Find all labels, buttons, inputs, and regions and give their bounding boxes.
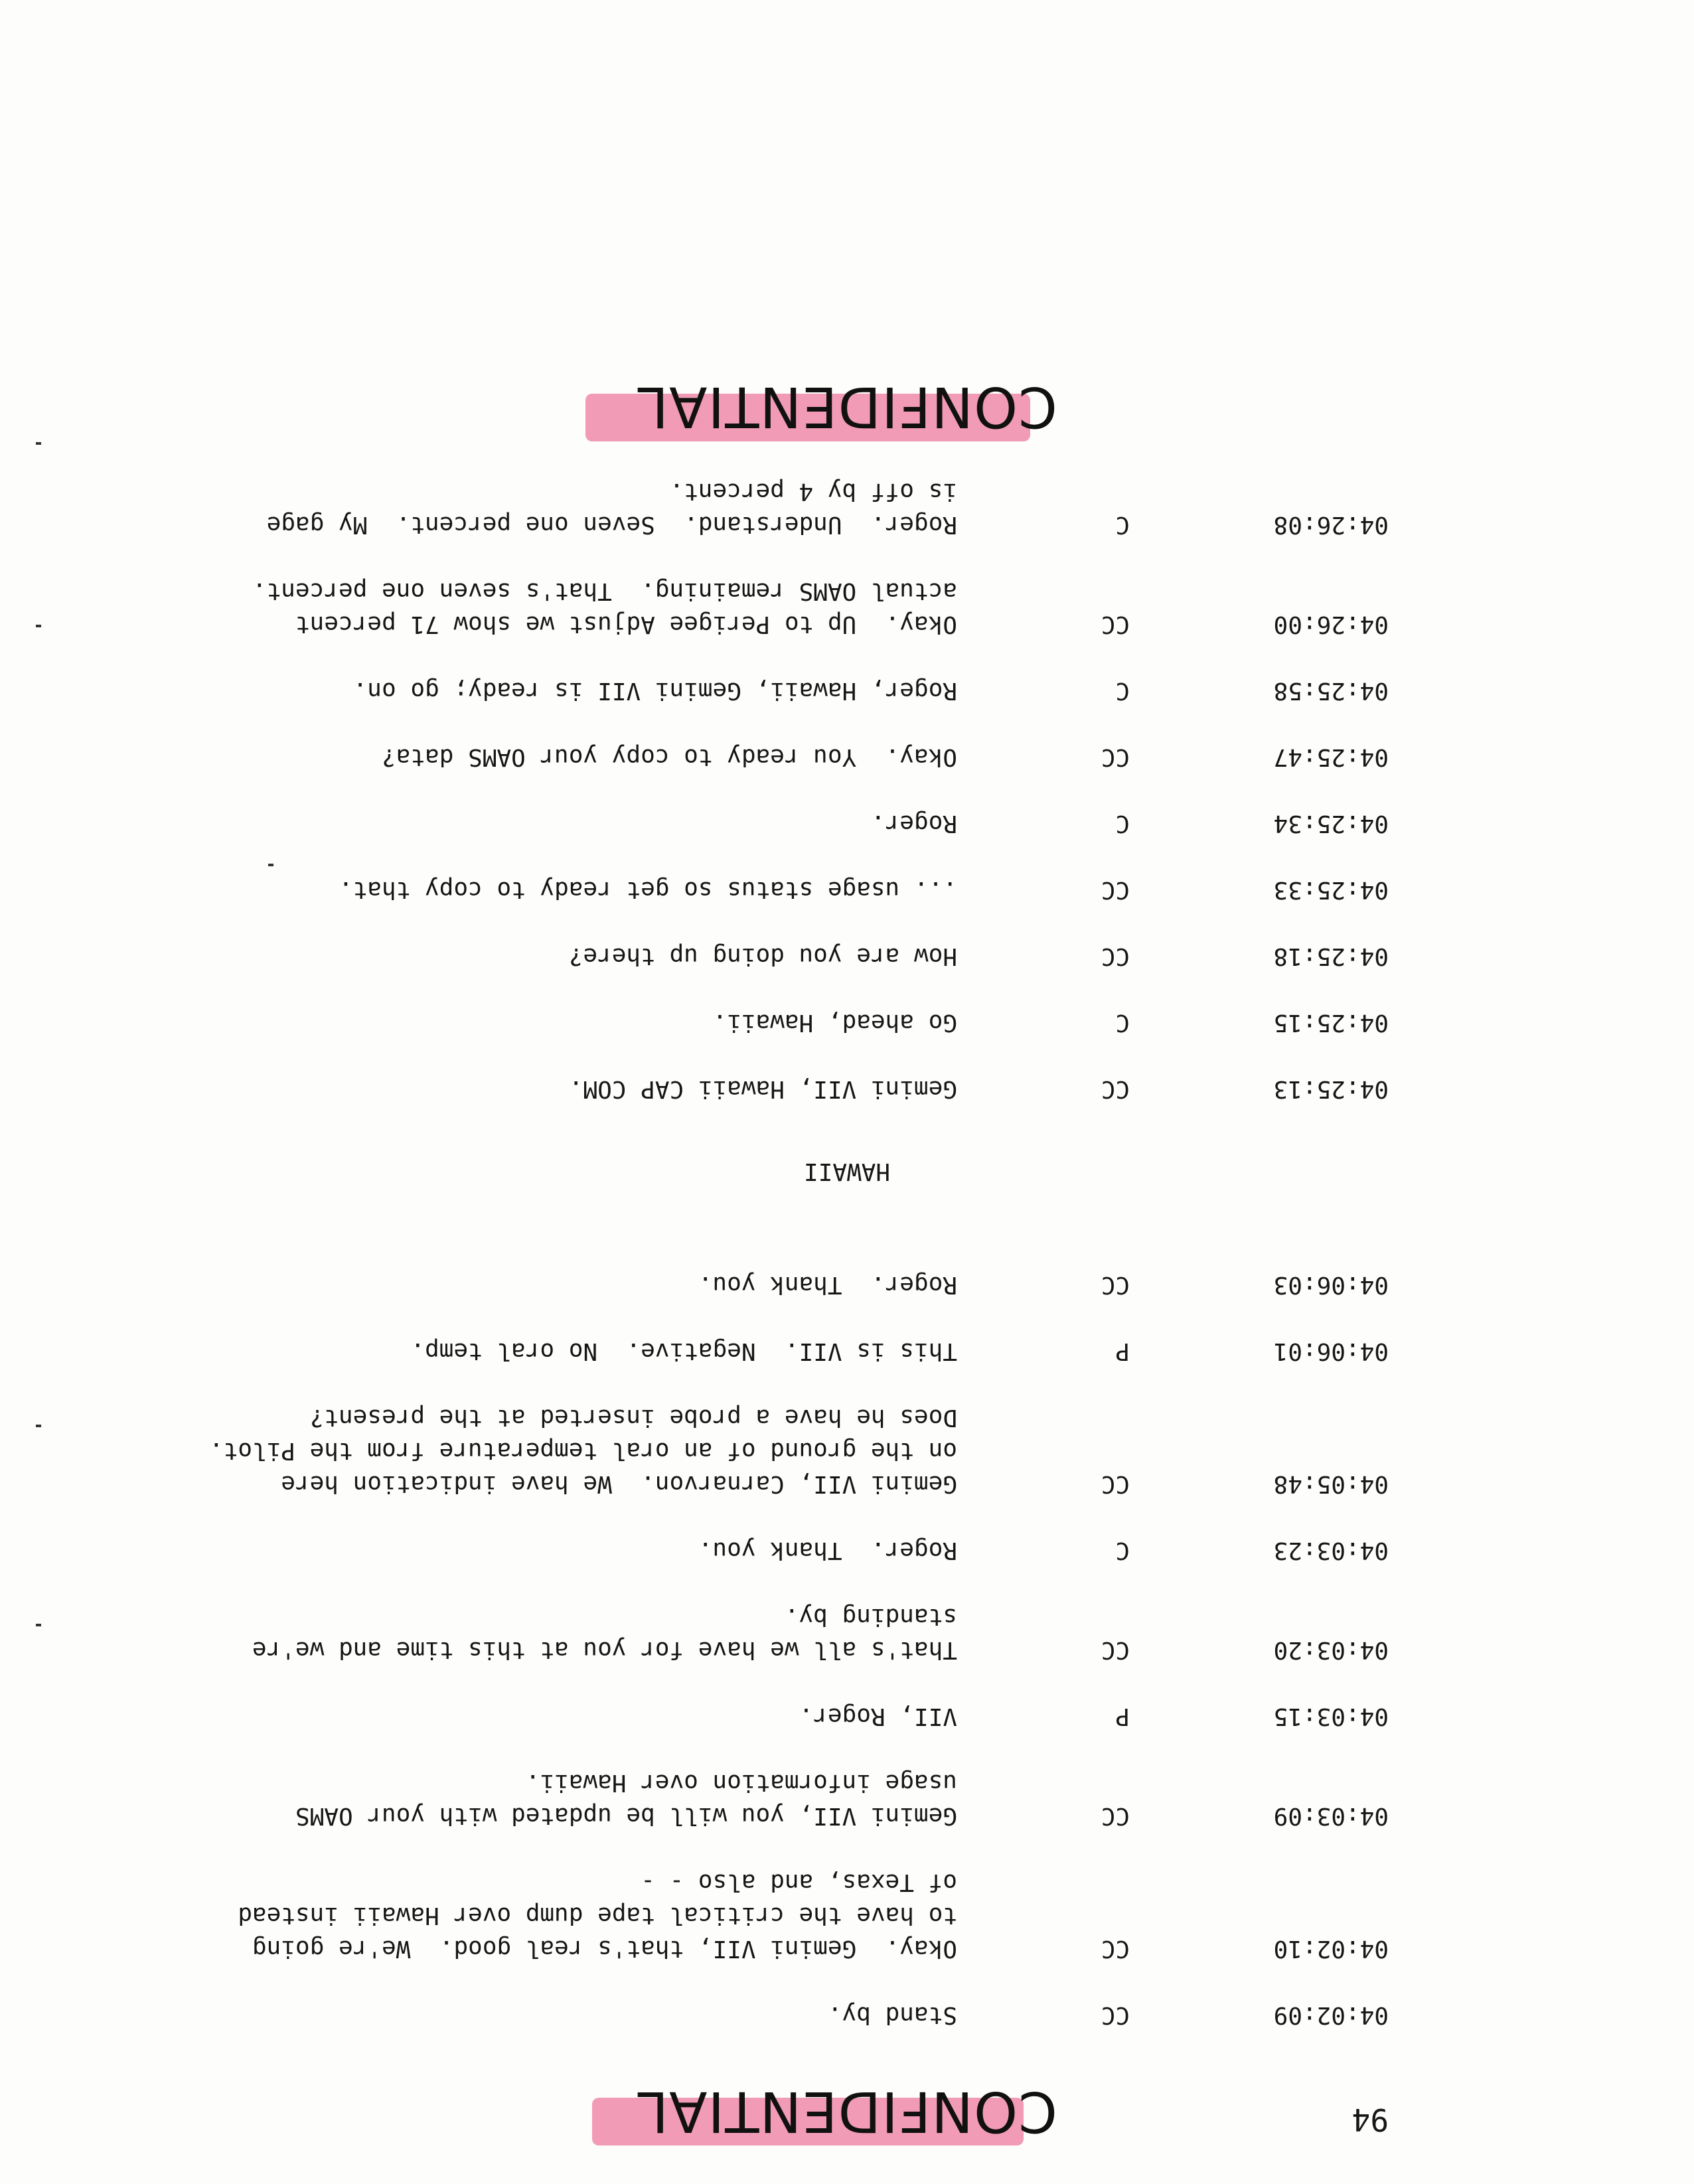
confidential-label: CONFIDENTIAL [637, 374, 1057, 439]
entry-speaker: CC [1101, 1802, 1130, 1830]
entry-speaker: CC [1101, 611, 1130, 638]
entry-text: VII, Roger. [799, 1703, 957, 1730]
entry-speaker: C [1115, 1009, 1130, 1036]
entry-text: Roger. Understand. Seven one percent. My gage is off by 4 percent. [266, 478, 957, 538]
entry-speaker: C [1115, 511, 1130, 538]
entry-text: Stand by. [827, 2001, 957, 2029]
entry-speaker: CC [1101, 943, 1130, 970]
entry-speaker: CC [1101, 1636, 1130, 1664]
entry-text: Gemini VII, Hawaii CAP COM. [568, 1075, 957, 1103]
entry-text: Roger. [870, 810, 957, 837]
entry-text: Gemini VII, Carnarvon. We have indication here on the ground of an oral temperature from the Pilot. Does he have a probe inserted at the present? [208, 1404, 957, 1498]
margin-mark [36, 1425, 41, 1427]
entry-time: 04:03:15 [1273, 1703, 1389, 1730]
margin-mark [36, 625, 41, 627]
entry-text: Gemini VII, you will be updated with your OAMS usage information over Hawaii. [295, 1769, 957, 1830]
page-number: 94 [1351, 2102, 1389, 2138]
entry-text: This is VII. Negative. No oral temp. [410, 1338, 957, 1365]
entry-time: 04:25:47 [1273, 743, 1389, 771]
entry-speaker: CC [1101, 876, 1130, 903]
confidential-stamp-top [0, 2071, 1694, 2157]
entry-time: 04:06:03 [1273, 1271, 1389, 1298]
entry-time: 04:02:10 [1273, 1935, 1389, 1962]
entry-text: Okay. Up to Perigee Adjust we show 71 percent actual OAMS remaining. That's seven one percent. [252, 578, 957, 638]
entry-speaker: CC [1101, 1271, 1130, 1298]
confidential-stamp-bottom [0, 358, 1694, 445]
entry-text: Okay. You ready to copy your OAMS data? [382, 743, 957, 771]
entry-time: 04:02:09 [1273, 2001, 1389, 2029]
entry-text: How are you doing up there? [568, 943, 957, 970]
entry-text: That's all we have for you at this time and we're standing by. [252, 1603, 957, 1664]
entry-time: 04:03:23 [1273, 1537, 1389, 1564]
margin-mark [36, 442, 41, 445]
entry-speaker: CC [1101, 1075, 1130, 1103]
entry-speaker: C [1115, 677, 1130, 704]
entry-time: 04:03:20 [1273, 1636, 1389, 1664]
entry-text: Roger, Hawaii, Gemini VII is ready; go on. [352, 677, 957, 704]
entry-text: Roger. Thank you. [698, 1271, 957, 1298]
margin-mark [36, 1624, 41, 1626]
entry-time: 04:05:48 [1273, 1470, 1389, 1498]
entry-time: 04:26:00 [1273, 611, 1389, 638]
entry-time: 04:25:58 [1273, 677, 1389, 704]
entry-speaker: C [1115, 1537, 1130, 1564]
entry-time: 04:03:09 [1273, 1802, 1389, 1830]
entry-time: 04:26:08 [1273, 511, 1389, 538]
entry-speaker: P [1115, 1338, 1130, 1365]
entry-text: Go ahead, Hawaii. [712, 1009, 957, 1036]
entry-time: 04:25:34 [1273, 810, 1389, 837]
entry-speaker: CC [1101, 743, 1130, 771]
margin-mark [268, 864, 273, 866]
entry-time: 04:06:01 [1273, 1338, 1389, 1365]
entry-text: Roger. Thank you. [698, 1537, 957, 1564]
entry-speaker: CC [1101, 2001, 1130, 2029]
entry-time: 04:25:15 [1273, 1009, 1389, 1036]
entry-speaker: C [1115, 810, 1130, 837]
entry-time: 04:25:18 [1273, 943, 1389, 970]
entry-text: ... usage status so get ready to copy that. [339, 876, 957, 903]
entry-speaker: P [1115, 1703, 1130, 1730]
section-heading: HAWAII [803, 1158, 891, 1185]
entry-time: 04:25:13 [1273, 1075, 1389, 1103]
entry-text: Okay. Gemini VII, that's real good. We're going to have the critical tape dump over Hawaii instead of Texas, and also - - [238, 1869, 957, 1962]
entry-speaker: CC [1101, 1935, 1130, 1962]
entry-time: 04:25:33 [1273, 876, 1389, 903]
confidential-label: CONFIDENTIAL [637, 2079, 1057, 2144]
entry-speaker: CC [1101, 1470, 1130, 1498]
